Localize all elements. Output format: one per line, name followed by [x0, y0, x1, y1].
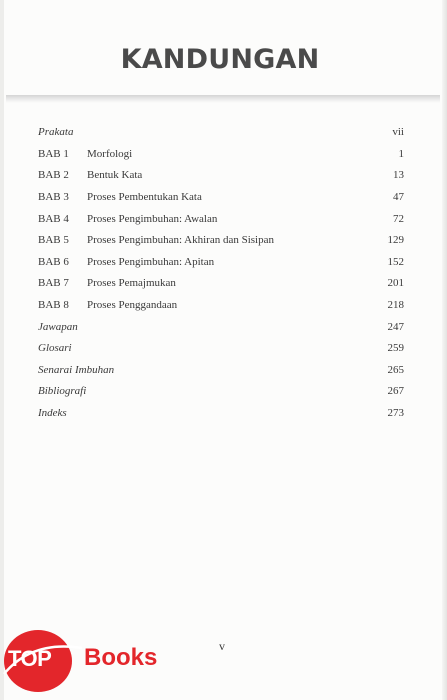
- toc-entry-title: Proses Pembentukan Kata: [87, 191, 202, 203]
- toc-entry-page: 72: [393, 213, 404, 225]
- toc-entry-title: Proses Pemajmukan: [87, 277, 176, 289]
- toc-entry-chapter: BAB 7: [38, 277, 69, 289]
- toc-entry-title: Bibliografi: [38, 385, 87, 397]
- toc-entry-chapter: BAB 4: [38, 213, 69, 225]
- toc-entry[interactable]: [38, 167, 404, 183]
- page-title: KANDUNGAN: [120, 44, 320, 75]
- toc-entry-page: 247: [387, 321, 404, 333]
- toc-entry-title: Morfologi: [87, 148, 133, 160]
- toc-entry-page: 267: [387, 385, 404, 397]
- toc-entry[interactable]: [38, 319, 404, 335]
- toc-entry[interactable]: [38, 254, 404, 270]
- page-edge-left: [0, 0, 4, 700]
- logo-top-text: TOP: [8, 646, 52, 671]
- toc-entry-title: Prakata: [38, 126, 74, 138]
- topbooks-watermark-logo: [0, 610, 190, 700]
- toc-entry-chapter: BAB 2: [38, 169, 69, 181]
- toc-entry-title: Indeks: [38, 407, 67, 419]
- toc-entry-page: 47: [393, 191, 404, 203]
- toc-entry[interactable]: [38, 275, 404, 291]
- header-shadow-band: [6, 95, 440, 103]
- toc-entry-chapter: BAB 5: [38, 234, 69, 246]
- toc-entry[interactable]: [38, 297, 404, 313]
- toc-entry-page: 265: [387, 364, 404, 376]
- toc-entry-title: Jawapan: [38, 321, 78, 333]
- toc-entry-chapter: BAB 6: [38, 256, 69, 268]
- toc-entry[interactable]: [38, 340, 404, 356]
- toc-entry[interactable]: [38, 189, 404, 205]
- toc-entry[interactable]: [38, 124, 404, 140]
- toc-entry[interactable]: [38, 383, 404, 399]
- toc-entry[interactable]: [38, 405, 404, 421]
- logo-books-text: Books: [84, 644, 158, 671]
- toc-entry-page: 259: [387, 342, 404, 354]
- toc-entry-title: Senarai Imbuhan: [38, 364, 115, 376]
- toc-entry-chapter: BAB 1: [38, 148, 69, 160]
- toc-entry-title: Proses Penggandaan: [87, 299, 178, 311]
- toc-entry-page: 13: [393, 169, 404, 181]
- toc-entry-title: Proses Pengimbuhan: Akhiran dan Sisipan: [87, 234, 274, 246]
- toc-entry-page: 218: [387, 299, 404, 311]
- toc-entry-page: 129: [387, 234, 404, 246]
- toc-entry[interactable]: [38, 362, 404, 378]
- toc-entry-title: Proses Pengimbuhan: Awalan: [87, 213, 218, 225]
- toc-entry-title: Glosari: [38, 342, 72, 354]
- toc-entry-page: 1: [398, 148, 404, 160]
- toc-entry-page: 152: [387, 256, 404, 268]
- toc-entry-page: 273: [387, 407, 404, 419]
- toc-entry[interactable]: [38, 232, 404, 248]
- toc-entry-chapter: BAB 3: [38, 191, 69, 203]
- toc-entry-page: vii: [392, 126, 404, 138]
- toc-entry[interactable]: [38, 211, 404, 227]
- toc-entry-title: Proses Pengimbuhan: Apitan: [87, 256, 215, 268]
- page-number: v: [219, 639, 225, 653]
- toc-entry[interactable]: [38, 146, 404, 162]
- toc-entry-title: Bentuk Kata: [87, 169, 143, 181]
- toc-entry-page: 201: [387, 277, 404, 289]
- toc-entry-chapter: BAB 8: [38, 299, 69, 311]
- page-edge-right: [442, 0, 447, 700]
